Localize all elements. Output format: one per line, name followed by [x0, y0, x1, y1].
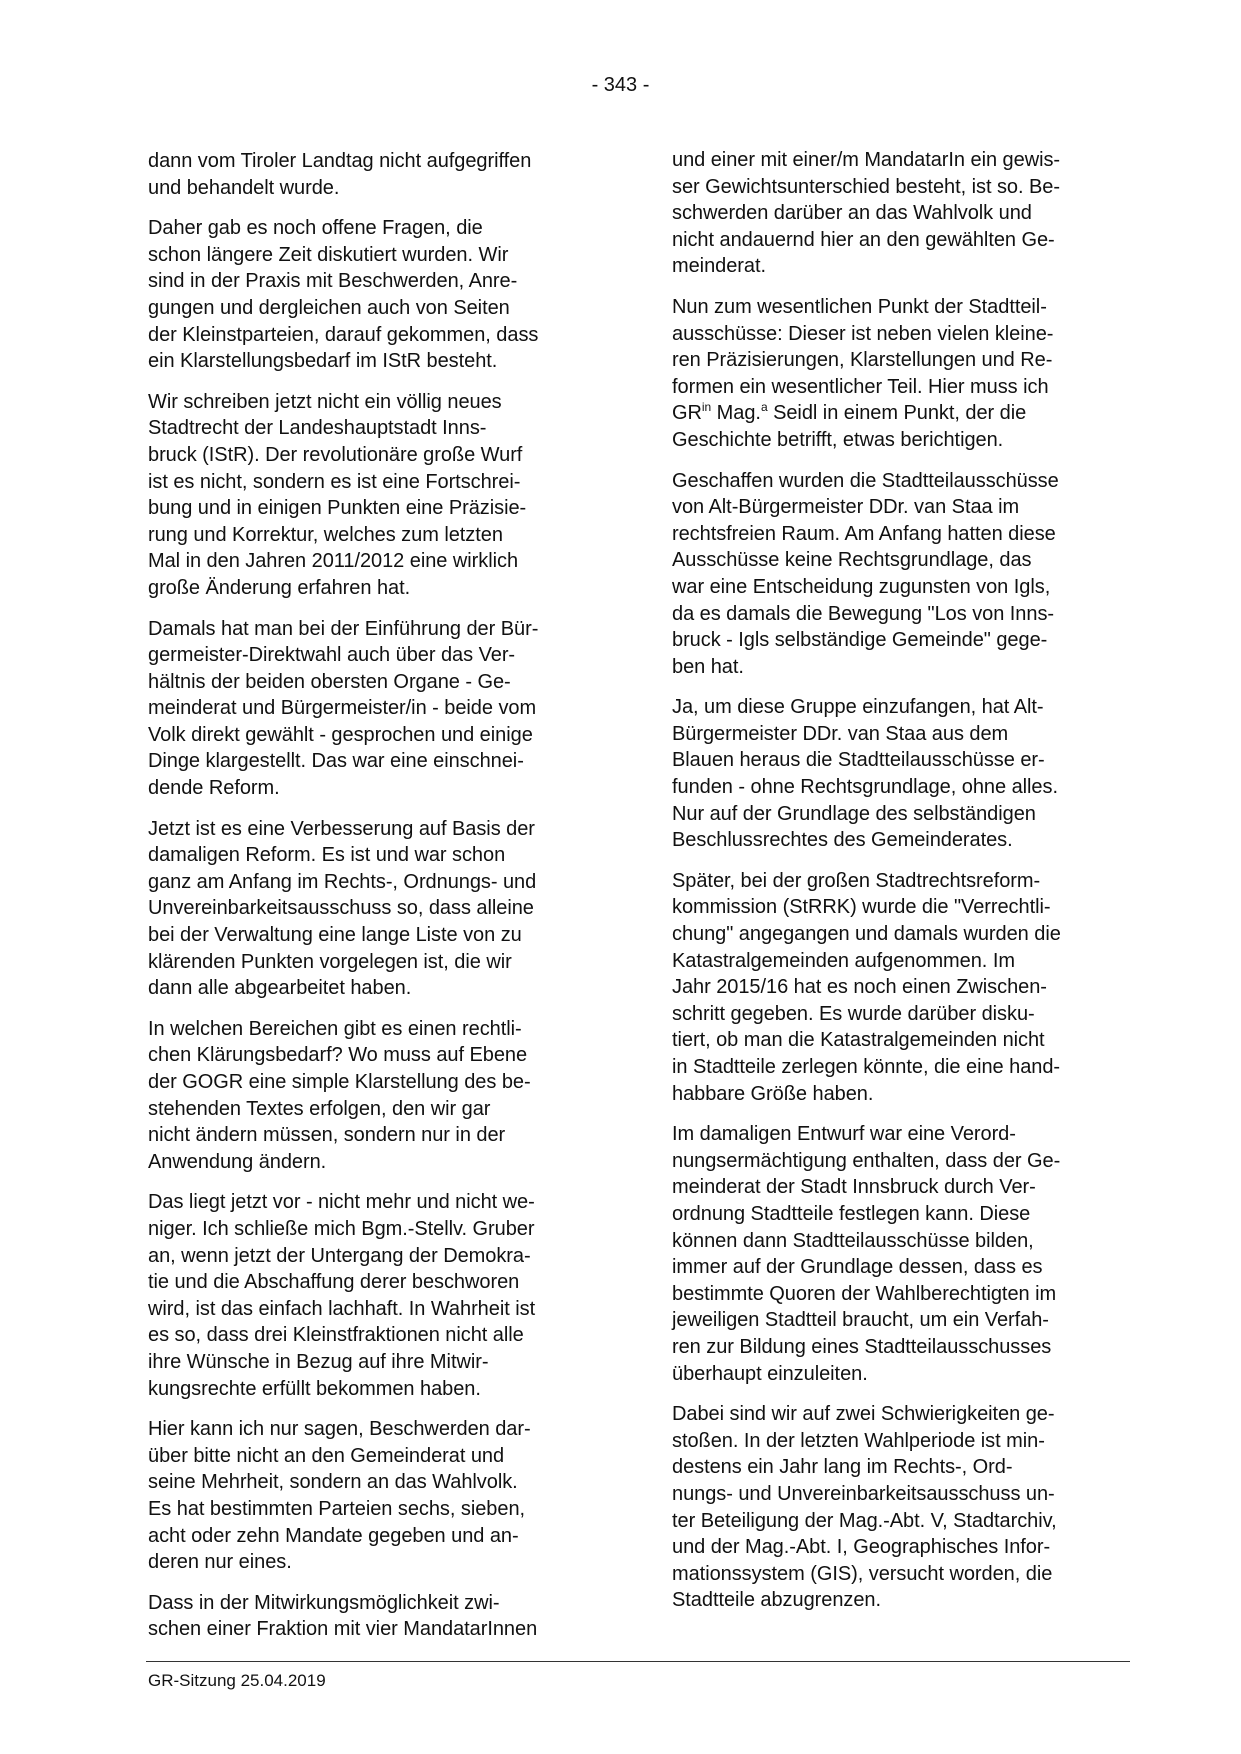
- paragraph-text: Mag.: [711, 402, 761, 425]
- paragraph: Daher gab es noch offene Fragen, die schon längere Zeit diskutiert wurden. Wir sind in der Praxis mit Beschwerden, Anre- gungen und dergleichen auch von Seiten der Kleinstparteien, darauf gekommen, dass ein Klarstellungsbedarf im IStR besteht.: [148, 217, 539, 373]
- footer-divider: [146, 1661, 1130, 1662]
- paragraph: [672, 294, 1127, 454]
- paragraph: Hier kann ich nur sagen, Beschwerden dar- über bitte nicht an den Gemeinderat und seine Mehrheit, sondern an das Wahlvolk. Es hat bestimmten Parteien sechs, sieben, acht oder zehn Mandate gegeben und an- deren nur eines.: [148, 1418, 531, 1574]
- superscript: a: [760, 399, 768, 414]
- paragraph-text: Nun zum wesentlichen Punkt der Stadtteil- ausschüsse: Dieser ist neben vielen kleine- ren Präzisierungen, Klarstellungen und Re- formen ein wesentlicher Teil. Hier muss ich GR: [672, 295, 1054, 425]
- paragraph: dann vom Tiroler Landtag nicht aufgegriffen und behandelt wurde.: [148, 150, 532, 199]
- paragraph: Geschaffen wurden die Stadtteilausschüsse von Alt-Bürgermeister DDr. van Staa im rechtsfreien Raum. Am Anfang hatten diese Ausschüsse keine Rechtsgrundlage, das war eine Entscheidung zugunsten von Igls, da es damals die Bewegung "Los von Inns- bruck - Igls selbständige Gemeinde" gege- ben hat.: [672, 469, 1059, 678]
- footer-text: GR-Sitzung 25.04.2019: [148, 1671, 326, 1690]
- paragraph: Ja, um diese Gruppe einzufangen, hat Alt- Bürgermeister DDr. van Staa aus dem Blauen heraus die Stadtteilausschüsse er- funden - ohne Rechtsgrundlage, ohne alles. Nur auf der Grundlage des selbständigen Beschlussrechtes des Gemeinderates.: [672, 696, 1058, 852]
- paragraph: Jetzt ist es eine Verbesserung auf Basis der damaligen Reform. Es ist und war schon ganz am Anfang im Rechts-, Ordnungs- und Unvereinbarkeitsausschuss so, dass alleine bei der Verwaltung eine lange Liste von zu klärenden Punkten vorgelegen ist, die wir dann alle abgearbeitet haben.: [148, 817, 537, 1000]
- paragraph: Im damaligen Entwurf war eine Verord- nungsermächtigung enthalten, dass der Ge- meinderat der Stadt Innsbruck durch Ver- ordnung Stadtteile festlegen kann. Diese können dann Stadtteilausschüsse bilden, immer auf der Grundlage dessen, dass es bestimmte Quoren der Wahlberechtigten im jeweiligen Stadtteil braucht, um ein Verfah- ren zur Bildung eines Stadtteilausschusses überhaupt einzuleiten.: [672, 1123, 1061, 1385]
- paragraph-text: Seidl in einem Punkt, der die Geschichte betrifft, etwas berichtigen.: [672, 402, 1027, 451]
- paragraph: Wir schreiben jetzt nicht ein völlig neues Stadtrecht der Landeshauptstadt Inns- bruck (IStR). Der revolutionäre große Wurf ist es nicht, sondern es ist eine Fortschrei- bung und in einigen Punkten eine Präzisie- rung und Korrektur, welches zum letzten Mal in den Jahren 2011/2012 eine wirklich große Änderung erfahren hat.: [148, 390, 527, 599]
- paragraph: In welchen Bereichen gibt es einen rechtli- chen Klärungsbedarf? Wo muss auf Ebene der GOGR eine simple Klarstellung des be- stehenden Textes erfolgen, den wir gar nicht ändern müssen, sondern nur in der Anwendung ändern.: [148, 1017, 531, 1173]
- left-column: [148, 148, 603, 1657]
- paragraph: Damals hat man bei der Einführung der Bür- germeister-Direktwahl auch über das Ver- hältnis der beiden obersten Organe - Ge- meinderat und Bürgermeister/in - beide vom Volk direkt gewählt - gesprochen und einige Dinge klargestellt. Das war eine einschnei- dende Reform.: [148, 617, 539, 800]
- right-column: [672, 147, 1127, 1628]
- superscript: in: [701, 399, 712, 414]
- page-number: - 343 -: [591, 74, 650, 96]
- paragraph: Später, bei der großen Stadtrechtsreform- kommission (StRRK) wurde die "Verrechtli- chung" angegangen und damals wurden die Katastralgemeinden aufgenommen. Im Jahr 2015/16 hat es noch einen Zwischen- schritt gegeben. Es wurde darüber disku- tiert, ob man die Katastralgemeinden nicht in Stadtteile zerlegen könnte, die eine hand- habbare Größe haben.: [672, 869, 1061, 1105]
- paragraph: Das liegt jetzt vor - nicht mehr und nicht we- niger. Ich schließe mich Bgm.-Stellv. Gruber an, wenn jetzt der Untergang der Demokra- tie und die Abschaffung derer beschworen wird, ist das einfach lachhaft. In Wahrheit ist es so, dass drei Kleinstfraktionen nicht alle ihre Wünsche in Bezug auf ihre Mitwir- kungsrechte erfüllt bekommen haben.: [148, 1191, 536, 1400]
- paragraph: Dabei sind wir auf zwei Schwierigkeiten ge- stoßen. In der letzten Wahlperiode ist min- destens ein Jahr lang im Rechts-, Ord- nungs- und Unvereinbarkeitsausschuss un- ter Beteiligung der Mag.-Abt. V, Stadtarchiv, und der Mag.-Abt. I, Geographisches Infor- mationssystem (GIS), versucht worden, die Stadtteile abzugrenzen.: [672, 1403, 1057, 1612]
- paragraph: Dass in der Mitwirkungsmöglichkeit zwi- schen einer Fraktion mit vier MandatarInnen: [148, 1591, 538, 1641]
- paragraph: und einer mit einer/m MandatarIn ein gewis- ser Gewichtsunterschied besteht, ist so. Be- schwerden darüber an das Wahlvolk und nicht andauernd hier an den gewählten Ge- meinderat.: [672, 149, 1061, 278]
